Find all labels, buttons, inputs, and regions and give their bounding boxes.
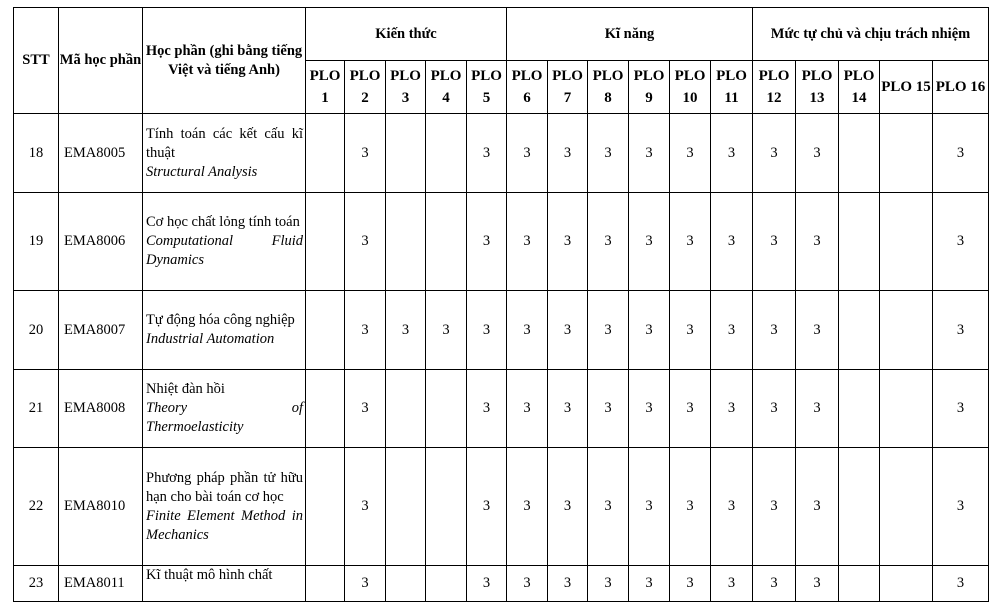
row-course-name [143, 114, 306, 193]
row-stt: 19 [14, 193, 59, 291]
header-plo-7: PLO 7 [548, 61, 588, 114]
plo-4-value [426, 193, 467, 291]
plo-4-value [426, 114, 467, 193]
plo-8-value: 3 [588, 114, 629, 193]
header-plo-16: PLO 16 [933, 61, 989, 114]
course-name-english: Theory of Thermoelasticity [146, 400, 303, 435]
row-stt: 21 [14, 370, 59, 448]
course-name-english: Finite Element Method in Mechanics [146, 507, 303, 543]
plo-3-value [386, 114, 426, 193]
header-plo-14: PLO 14 [839, 61, 880, 114]
plo-5-value: 3 [467, 566, 507, 602]
plo-15-value [880, 114, 933, 193]
plo-1-value [306, 566, 345, 602]
plo-10-value: 3 [670, 291, 711, 370]
header-plo-13: PLO 13 [796, 61, 839, 114]
row-course-code: EMA8008 [59, 370, 143, 448]
row-stt: 22 [14, 448, 59, 566]
plo-8-value: 3 [588, 448, 629, 566]
header-plo-9: PLO 9 [629, 61, 670, 114]
row-course-name [143, 291, 306, 370]
header-plo-6: PLO 6 [507, 61, 548, 114]
plo-12-value: 3 [753, 370, 796, 448]
table-row [14, 291, 989, 370]
plo-10-value: 3 [670, 566, 711, 602]
row-course-code: EMA8006 [59, 193, 143, 291]
header-plo-2: PLO 2 [345, 61, 386, 114]
plo-13-value: 3 [796, 291, 839, 370]
plo-9-value: 3 [629, 448, 670, 566]
plo-9-value: 3 [629, 370, 670, 448]
plo-16-value: 3 [933, 370, 989, 448]
plo-13-value: 3 [796, 114, 839, 193]
plo-1-value [306, 193, 345, 291]
header-plo-3: PLO 3 [386, 61, 426, 114]
plo-6-value: 3 [507, 291, 548, 370]
plo-8-value: 3 [588, 193, 629, 291]
row-stt: 20 [14, 291, 59, 370]
plo-2-value: 3 [345, 193, 386, 291]
plo-12-value: 3 [753, 193, 796, 291]
plo-1-value [306, 370, 345, 448]
plo-3-value [386, 448, 426, 566]
plo-14-value [839, 291, 880, 370]
row-course-code: EMA8005 [59, 114, 143, 193]
row-course-name [143, 448, 306, 566]
course-name-english: Structural Analysis [146, 163, 258, 180]
course-name-vietnamese: Nhiệt đàn hồi [146, 381, 225, 397]
plo-13-value: 3 [796, 566, 839, 602]
plo-2-value: 3 [345, 448, 386, 566]
plo-10-value: 3 [670, 114, 711, 193]
plo-11-value: 3 [711, 566, 753, 602]
header-plo-8: PLO 8 [588, 61, 629, 114]
plo-6-value: 3 [507, 193, 548, 291]
plo-5-value: 3 [467, 370, 507, 448]
course-name-english: Industrial Automation [146, 331, 275, 347]
course-name-english: Computational Fluid Dynamics [146, 233, 303, 268]
course-name-vietnamese: Tính toán các kết cấu kĩ thuật [146, 125, 303, 161]
plo-5-value: 3 [467, 114, 507, 193]
plo-11-value: 3 [711, 114, 753, 193]
table-row [14, 370, 989, 448]
plo-15-value [880, 193, 933, 291]
plo-9-value: 3 [629, 114, 670, 193]
plo-6-value: 3 [507, 448, 548, 566]
plo-13-value: 3 [796, 370, 839, 448]
plo-5-value: 3 [467, 448, 507, 566]
header-plo-10: PLO 10 [670, 61, 711, 114]
plo-14-value [839, 370, 880, 448]
header-group-knowledge: Kiến thức [306, 8, 507, 61]
plo-2-value: 3 [345, 566, 386, 602]
plo-7-value: 3 [548, 370, 588, 448]
header-group-skills: Kĩ năng [507, 8, 753, 61]
plo-2-value: 3 [345, 291, 386, 370]
plo-15-value [880, 291, 933, 370]
plo-8-value: 3 [588, 566, 629, 602]
header-plo-11: PLO 11 [711, 61, 753, 114]
plo-14-value [839, 193, 880, 291]
header-plo-1: PLO 1 [306, 61, 345, 114]
plo-12-value: 3 [753, 448, 796, 566]
plo-16-value: 3 [933, 193, 989, 291]
header-plo-15: PLO 15 [880, 61, 933, 114]
row-stt: 23 [14, 566, 59, 602]
plo-15-value [880, 370, 933, 448]
plo-14-value [839, 566, 880, 602]
plo-10-value: 3 [670, 370, 711, 448]
plo-15-value [880, 448, 933, 566]
plo-1-value [306, 448, 345, 566]
plo-2-value: 3 [345, 370, 386, 448]
header-plo-4: PLO 4 [426, 61, 467, 114]
plo-4-value [426, 448, 467, 566]
plo-1-value [306, 291, 345, 370]
row-stt: 18 [14, 114, 59, 193]
table-row [14, 193, 989, 291]
plo-16-value: 3 [933, 448, 989, 566]
plo-4-value: 3 [426, 291, 467, 370]
header-plo-12: PLO 12 [753, 61, 796, 114]
plo-3-value [386, 370, 426, 448]
plo-13-value: 3 [796, 448, 839, 566]
header-code: Mã học phần [59, 8, 143, 114]
plo-6-value: 3 [507, 114, 548, 193]
table-row [14, 114, 989, 193]
plo-3-value [386, 566, 426, 602]
row-course-name [143, 370, 306, 448]
row-course-code: EMA8007 [59, 291, 143, 370]
plo-6-value: 3 [507, 370, 548, 448]
plo-12-value: 3 [753, 114, 796, 193]
plo-4-value [426, 566, 467, 602]
plo-11-value: 3 [711, 193, 753, 291]
plo-6-value: 3 [507, 566, 548, 602]
plo-12-value: 3 [753, 566, 796, 602]
plo-16-value: 3 [933, 114, 989, 193]
plo-3-value: 3 [386, 291, 426, 370]
plo-11-value: 3 [711, 370, 753, 448]
plo-7-value: 3 [548, 566, 588, 602]
plo-matrix-table [13, 7, 989, 602]
header-course: Học phần (ghi bằng tiếng Việt và tiếng Anh) [143, 8, 306, 114]
plo-5-value: 3 [467, 193, 507, 291]
row-course-name [143, 566, 306, 602]
plo-12-value: 3 [753, 291, 796, 370]
table-row [14, 448, 989, 566]
plo-10-value: 3 [670, 448, 711, 566]
plo-7-value: 3 [548, 291, 588, 370]
plo-4-value [426, 370, 467, 448]
plo-2-value: 3 [345, 114, 386, 193]
row-course-code: EMA8011 [59, 566, 143, 602]
plo-11-value: 3 [711, 291, 753, 370]
plo-7-value: 3 [548, 114, 588, 193]
course-name-vietnamese: Tự động hóa công nghiệp [146, 312, 295, 328]
table-row [14, 566, 989, 602]
plo-15-value [880, 566, 933, 602]
plo-7-value: 3 [548, 193, 588, 291]
course-name-vietnamese: Kĩ thuật mô hình chất [146, 567, 273, 583]
plo-13-value: 3 [796, 193, 839, 291]
row-course-name [143, 193, 306, 291]
plo-3-value [386, 193, 426, 291]
plo-16-value: 3 [933, 566, 989, 602]
plo-1-value [306, 114, 345, 193]
plo-14-value [839, 114, 880, 193]
plo-7-value: 3 [548, 448, 588, 566]
course-name-vietnamese: Phương pháp phần tử hữu hạn cho bài toán cơ học [146, 469, 303, 505]
plo-10-value: 3 [670, 193, 711, 291]
plo-9-value: 3 [629, 291, 670, 370]
plo-11-value: 3 [711, 448, 753, 566]
header-stt: STT [14, 8, 59, 114]
course-name-vietnamese: Cơ học chất lỏng tính toán [146, 214, 300, 230]
plo-8-value: 3 [588, 291, 629, 370]
row-course-code: EMA8010 [59, 448, 143, 566]
plo-14-value [839, 448, 880, 566]
plo-5-value: 3 [467, 291, 507, 370]
header-group-autonomy: Mức tự chủ và chịu trách nhiệm [753, 8, 989, 61]
plo-9-value: 3 [629, 566, 670, 602]
plo-9-value: 3 [629, 193, 670, 291]
header-plo-5: PLO 5 [467, 61, 507, 114]
plo-16-value: 3 [933, 291, 989, 370]
plo-8-value: 3 [588, 370, 629, 448]
